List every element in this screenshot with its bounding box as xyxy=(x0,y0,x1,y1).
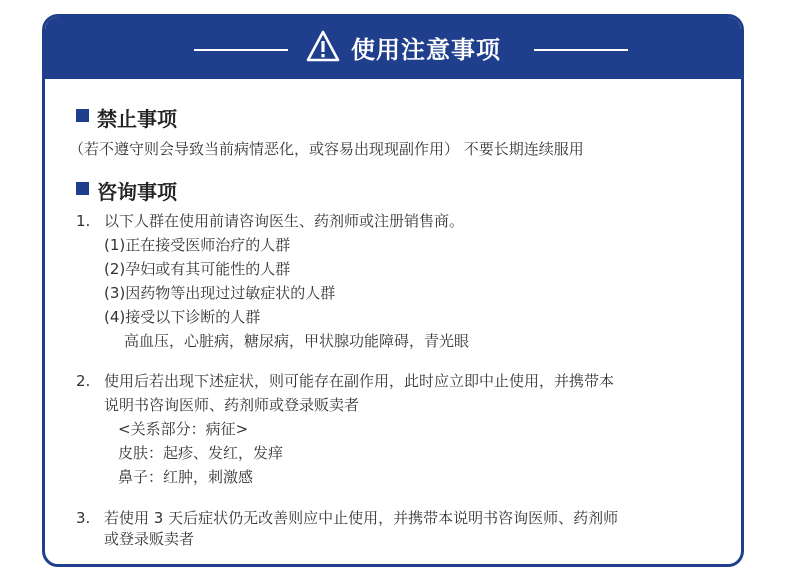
item1-sub-1: (1)正在接受医师治疗的人群 xyxy=(104,236,291,254)
consult-heading-label: 咨询事项 xyxy=(97,180,177,204)
notice-card xyxy=(42,14,744,567)
item2-related: <关系部分：病征> xyxy=(118,420,249,438)
item1-diagnoses: 高血压，心脏病，糖尿病，甲状腺功能障碍，青光眼 xyxy=(124,332,470,350)
warning-triangle-icon xyxy=(305,29,341,63)
item1-sub-4: (4)接受以下诊断的人群 xyxy=(104,308,261,326)
header-rule-left xyxy=(194,49,288,51)
item2-skin: 皮肤：起疹、发红，发痒 xyxy=(118,444,284,462)
section-marker xyxy=(76,109,89,122)
page-title: 使用注意事项 xyxy=(351,36,501,64)
consult-heading xyxy=(76,176,177,205)
item1-sub-3: (3)因药物等出现过过敏症状的人群 xyxy=(104,284,336,302)
prohibited-heading xyxy=(76,103,177,132)
item1-sub-2: (2)孕妇或有其可能性的人群 xyxy=(104,260,291,278)
item3-line-2: 或登录贩卖者 xyxy=(104,530,195,548)
item3-number: 3. xyxy=(76,509,91,527)
item1-number: 1. xyxy=(76,212,91,230)
item2-line-1: 使用后若出现下述症状，则可能存在副作用，此时应立即中止使用，并携带本 xyxy=(104,372,615,390)
item2-nose: 鼻子：红肿，刺激感 xyxy=(118,468,254,486)
item1-text: 以下人群在使用前请咨询医生、药剂师或注册销售商。 xyxy=(104,212,465,230)
item2-number: 2. xyxy=(76,372,91,390)
card-header xyxy=(45,17,741,79)
item3-line-1: 若使用 3 天后症状仍无改善则应中止使用，并携带本说明书咨询医师、药剂师 xyxy=(104,509,619,527)
item2-line-2: 说明书咨询医师、药剂师或登录贩卖者 xyxy=(104,396,360,414)
prohibited-heading-label: 禁止事项 xyxy=(97,107,177,131)
section-marker xyxy=(76,182,89,195)
prohibited-text: （若不遵守则会导致当前病情恶化，或容易出现现副作用） 不要长期连续服用 xyxy=(69,140,584,158)
header-rule-right xyxy=(534,49,628,51)
